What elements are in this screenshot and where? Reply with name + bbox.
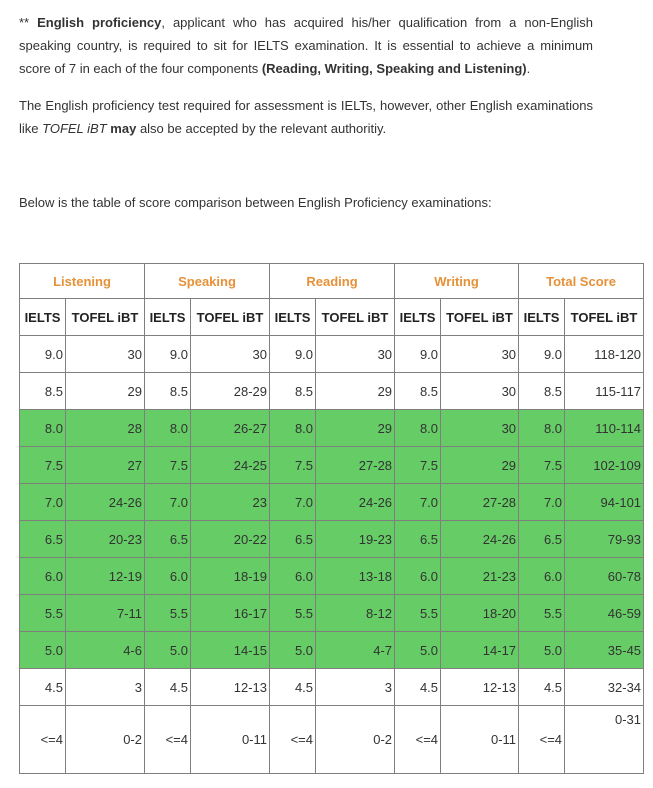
table-row [20, 336, 644, 373]
writing-tofel-cell: 29 [441, 447, 519, 484]
ielts-cell: 5.0 [519, 632, 565, 669]
intro-bold-lead: English proficiency [37, 15, 162, 30]
ielts-cell: 7.0 [395, 484, 441, 521]
ielts-cell: 8.0 [270, 410, 316, 447]
sub-header-ielts: IELTS [519, 299, 565, 336]
ielts-cell: 6.5 [519, 521, 565, 558]
group-header-listening: Listening [20, 264, 145, 299]
ielts-cell: 6.0 [395, 558, 441, 595]
total-tofel-cell: 102-109 [565, 447, 644, 484]
note-italic: TOFEL iBT [42, 121, 107, 136]
sub-header-ielts: IELTS [20, 299, 66, 336]
score-table-body [20, 336, 644, 774]
ielts-cell: 5.5 [519, 595, 565, 632]
note-text-end: also be accepted by the relevant authoritiy. [136, 121, 387, 136]
writing-tofel-cell: 12-13 [441, 669, 519, 706]
ielts-cell: 8.5 [270, 373, 316, 410]
speaking-tofel-cell: 16-17 [191, 595, 270, 632]
ielts-cell: 7.0 [519, 484, 565, 521]
total-tofel-cell: 60-78 [565, 558, 644, 595]
listening-tofel-cell: 29 [66, 373, 145, 410]
reading-tofel-cell: 4-7 [316, 632, 395, 669]
listening-tofel-cell: 4-6 [66, 632, 145, 669]
ielts-cell: 6.5 [270, 521, 316, 558]
listening-tofel-cell: 30 [66, 336, 145, 373]
writing-tofel-cell: 14-17 [441, 632, 519, 669]
ielts-cell: 6.5 [20, 521, 66, 558]
ielts-cell: 7.0 [270, 484, 316, 521]
writing-tofel-cell: 30 [441, 410, 519, 447]
table-row-highlighted [20, 521, 644, 558]
total-tofel-cell: 46-59 [565, 595, 644, 632]
listening-tofel-cell: 7-11 [66, 595, 145, 632]
total-tofel-cell: 32-34 [565, 669, 644, 706]
writing-tofel-cell: 24-26 [441, 521, 519, 558]
table-row-highlighted [20, 410, 644, 447]
ielts-cell: 4.5 [20, 669, 66, 706]
writing-tofel-cell: 27-28 [441, 484, 519, 521]
total-tofel-cell: 0-31 [565, 706, 644, 774]
table-intro: Below is the table of score comparison between English Proficiency examinations: [19, 195, 492, 210]
note-bold-may: may [110, 121, 137, 136]
table-row [20, 669, 644, 706]
ielts-cell: 9.0 [395, 336, 441, 373]
reading-tofel-cell: 30 [316, 336, 395, 373]
listening-tofel-cell: 24-26 [66, 484, 145, 521]
ielts-cell: 5.5 [270, 595, 316, 632]
speaking-tofel-cell: 20-22 [191, 521, 270, 558]
speaking-tofel-cell: 23 [191, 484, 270, 521]
table-row-highlighted [20, 484, 644, 521]
ielts-cell: 5.5 [20, 595, 66, 632]
ielts-cell: 8.0 [20, 410, 66, 447]
reading-tofel-cell: 3 [316, 669, 395, 706]
ielts-cell: 7.5 [395, 447, 441, 484]
ielts-cell: 5.5 [145, 595, 191, 632]
reading-tofel-cell: 29 [316, 410, 395, 447]
ielts-cell: 8.0 [145, 410, 191, 447]
speaking-tofel-cell: 24-25 [191, 447, 270, 484]
ielts-cell: 6.0 [519, 558, 565, 595]
table-row [20, 706, 644, 774]
sub-header-ielts: IELTS [145, 299, 191, 336]
ielts-cell: 5.0 [145, 632, 191, 669]
reading-tofel-cell: 27-28 [316, 447, 395, 484]
writing-tofel-cell: 30 [441, 373, 519, 410]
ielts-cell: 6.0 [270, 558, 316, 595]
ielts-cell: <=4 [145, 706, 191, 774]
reading-tofel-cell: 0-2 [316, 706, 395, 774]
sub-header-tofel: TOFEL iBT [66, 299, 145, 336]
reading-tofel-cell: 8-12 [316, 595, 395, 632]
group-header-speaking: Speaking [145, 264, 270, 299]
ielts-cell: 4.5 [270, 669, 316, 706]
ielts-cell: 5.5 [395, 595, 441, 632]
ielts-cell: 6.5 [145, 521, 191, 558]
ielts-cell: 6.0 [20, 558, 66, 595]
writing-tofel-cell: 21-23 [441, 558, 519, 595]
ielts-cell: 9.0 [145, 336, 191, 373]
group-header-reading: Reading [270, 264, 395, 299]
sub-header-ielts: IELTS [395, 299, 441, 336]
listening-tofel-cell: 12-19 [66, 558, 145, 595]
ielts-cell: 9.0 [270, 336, 316, 373]
intro-end: . [526, 61, 531, 76]
ielts-cell: 4.5 [395, 669, 441, 706]
listening-tofel-cell: 0-2 [66, 706, 145, 774]
ielts-cell: 9.0 [20, 336, 66, 373]
ielts-cell: 7.5 [270, 447, 316, 484]
table-row-highlighted [20, 595, 644, 632]
sub-header-ielts: IELTS [270, 299, 316, 336]
ielts-cell: 8.0 [519, 410, 565, 447]
ielts-cell: 8.5 [145, 373, 191, 410]
table-row-highlighted [20, 632, 644, 669]
ielts-cell: <=4 [519, 706, 565, 774]
ielts-cell: 8.5 [20, 373, 66, 410]
intro-prefix: ** [19, 15, 38, 30]
reading-tofel-cell: 19-23 [316, 521, 395, 558]
listening-tofel-cell: 28 [66, 410, 145, 447]
ielts-cell: 7.5 [519, 447, 565, 484]
ielts-cell: 7.0 [20, 484, 66, 521]
total-tofel-cell: 110-114 [565, 410, 644, 447]
group-header-writing: Writing [395, 264, 519, 299]
table-row-highlighted [20, 558, 644, 595]
group-header-total: Total Score [519, 264, 644, 299]
ielts-cell: 5.0 [270, 632, 316, 669]
note-text: The English proficiency test required for assessment is IELTs, however, other English examinations like [19, 98, 593, 136]
ielts-cell: 4.5 [519, 669, 565, 706]
speaking-tofel-cell: 30 [191, 336, 270, 373]
ielts-cell: <=4 [20, 706, 66, 774]
speaking-tofel-cell: 28-29 [191, 373, 270, 410]
sub-header-tofel: TOFEL iBT [565, 299, 644, 336]
intro-paragraph [19, 11, 593, 80]
listening-tofel-cell: 3 [66, 669, 145, 706]
ielts-cell: 8.0 [395, 410, 441, 447]
listening-tofel-cell: 20-23 [66, 521, 145, 558]
listening-tofel-cell: 27 [66, 447, 145, 484]
total-tofel-cell: 115-117 [565, 373, 644, 410]
writing-tofel-cell: 18-20 [441, 595, 519, 632]
ielts-cell: 7.5 [145, 447, 191, 484]
sub-header-tofel: TOFEL iBT [191, 299, 270, 336]
ielts-cell: 6.0 [145, 558, 191, 595]
table-row [20, 373, 644, 410]
reading-tofel-cell: 24-26 [316, 484, 395, 521]
ielts-cell: <=4 [395, 706, 441, 774]
ielts-cell: 4.5 [145, 669, 191, 706]
speaking-tofel-cell: 0-11 [191, 706, 270, 774]
ielts-cell: 8.5 [519, 373, 565, 410]
ielts-cell: 8.5 [395, 373, 441, 410]
reading-tofel-cell: 13-18 [316, 558, 395, 595]
ielts-cell: 7.0 [145, 484, 191, 521]
group-header-row [20, 264, 644, 299]
speaking-tofel-cell: 18-19 [191, 558, 270, 595]
reading-tofel-cell: 29 [316, 373, 395, 410]
total-tofel-cell: 94-101 [565, 484, 644, 521]
speaking-tofel-cell: 12-13 [191, 669, 270, 706]
sub-header-tofel: TOFEL iBT [316, 299, 395, 336]
ielts-cell: 5.0 [20, 632, 66, 669]
writing-tofel-cell: 0-11 [441, 706, 519, 774]
note-paragraph [19, 94, 593, 140]
sub-header-tofel: TOFEL iBT [441, 299, 519, 336]
speaking-tofel-cell: 26-27 [191, 410, 270, 447]
speaking-tofel-cell: 14-15 [191, 632, 270, 669]
total-tofel-cell: 35-45 [565, 632, 644, 669]
ielts-cell: 5.0 [395, 632, 441, 669]
sub-header-row [20, 299, 644, 336]
ielts-cell: 9.0 [519, 336, 565, 373]
total-tofel-cell: 79-93 [565, 521, 644, 558]
intro-text: , applicant who has acquired his/her qualification from a non-English speaking country, is required to sit for IELTS examination. It is essential to achieve a minimum score of 7 in each of the four components [19, 15, 593, 76]
ielts-cell: <=4 [270, 706, 316, 774]
table-row-highlighted [20, 447, 644, 484]
writing-tofel-cell: 30 [441, 336, 519, 373]
score-comparison-table [19, 263, 644, 774]
ielts-cell: 6.5 [395, 521, 441, 558]
intro-components: (Reading, Writing, Speaking and Listening) [261, 61, 527, 76]
ielts-cell: 7.5 [20, 447, 66, 484]
total-tofel-cell: 118-120 [565, 336, 644, 373]
